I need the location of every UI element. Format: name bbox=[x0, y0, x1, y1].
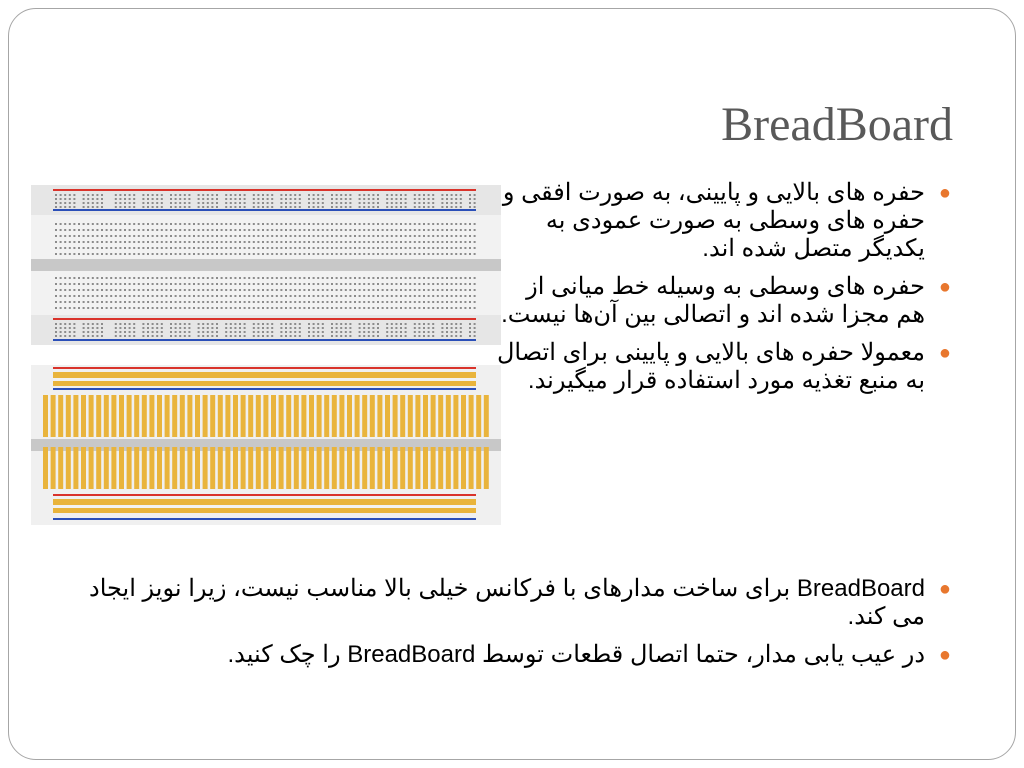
bullet-text: BreadBoard برای ساخت مدارهای با فرکانس خیلی بالا مناسب نیست، زیرا نویز ایجاد می کند. bbox=[89, 575, 925, 630]
bullet-text: حفره های بالایی و پایینی، به صورت افقی و حفره های وسطی به صورت عمودی به یکدیگر متصل شده اند. bbox=[502, 179, 925, 262]
bullet-item bbox=[497, 179, 951, 263]
bullet-dot-icon: ● bbox=[938, 342, 951, 364]
bullet-item bbox=[496, 339, 951, 395]
bullet-text: حفره های وسطی به وسیله خط میانی از هم مجزا شده اند و اتصالی بین آن‌ها نیست. bbox=[501, 273, 925, 328]
bullet-text: در عیب یابی مدار، حتما اتصال قطعات توسط BreadBoard را چک کنید. bbox=[227, 641, 925, 668]
bullet-list-top bbox=[496, 179, 951, 405]
breadboard-image-holes bbox=[31, 185, 501, 345]
slide bbox=[8, 8, 1016, 760]
breadboard-image-strips bbox=[31, 365, 501, 525]
slide-title: BreadBoard bbox=[721, 98, 953, 151]
bullet-item bbox=[67, 575, 951, 631]
bullet-text: معمولا حفره های بالایی و پایینی برای اتصال به منبع تغذیه مورد استفاده قرار میگیرند. bbox=[496, 339, 925, 394]
bullet-item bbox=[497, 273, 951, 329]
bullet-dot-icon: ● bbox=[938, 578, 951, 600]
bullet-list-bottom bbox=[67, 575, 951, 679]
bullet-item bbox=[67, 641, 951, 669]
bullet-dot-icon: ● bbox=[938, 276, 951, 298]
bullet-dot-icon: ● bbox=[938, 644, 951, 666]
bullet-dot-icon: ● bbox=[938, 182, 951, 204]
